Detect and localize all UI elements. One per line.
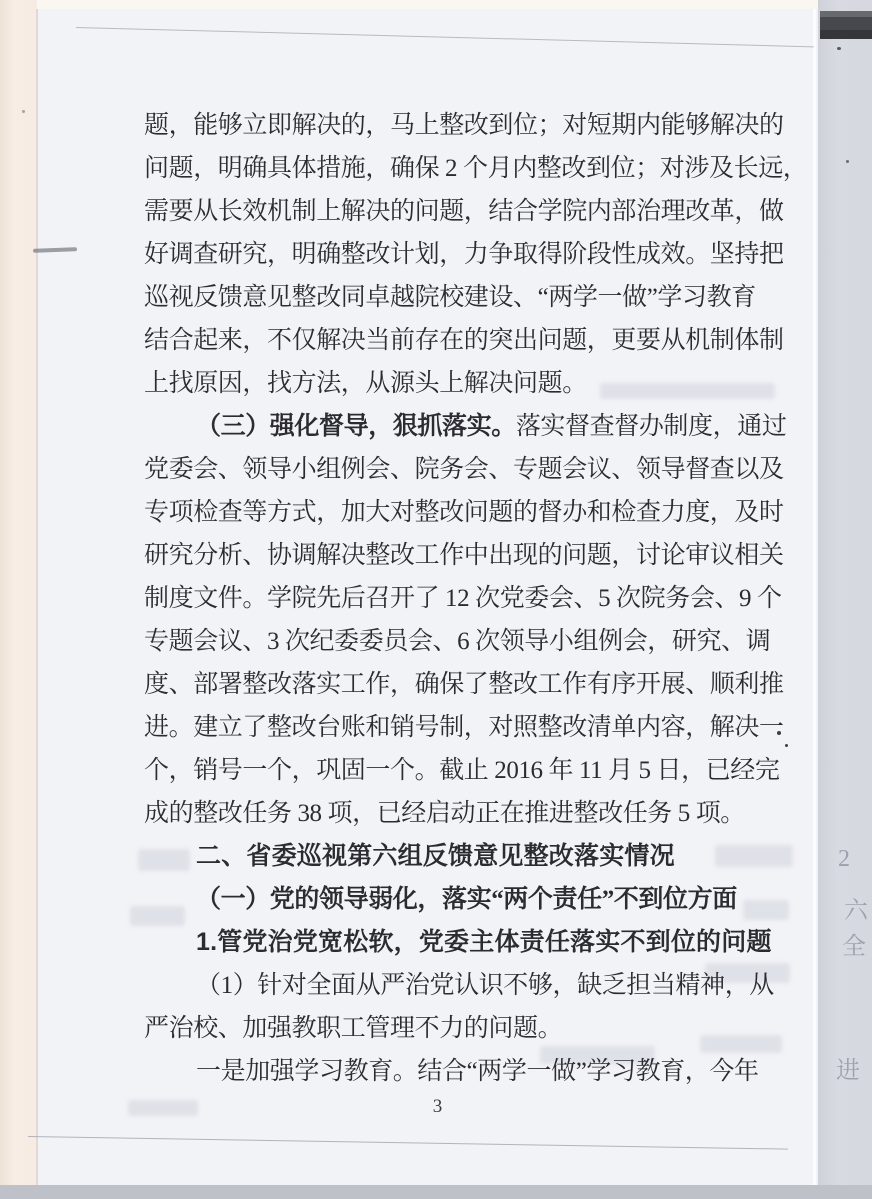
text-line (144, 147, 808, 190)
line-text: 严治校、加强教职工管理不力的问题。 (144, 1015, 563, 1042)
text-line (144, 964, 836, 1007)
section-heading (144, 921, 836, 964)
line-text: 进。建立了整改台账和销号制，对照整改清单内容，解决一 (144, 714, 784, 741)
page-edge-highlight (813, 9, 816, 1185)
text-line (144, 276, 784, 319)
line-text: 需要从长效机制上解决的问题，结合学院内部治理改革，做 (144, 198, 784, 225)
text-line (144, 792, 784, 835)
line-bold-segment: 二、省委巡视第六组反馈意见整改落实情况 (196, 842, 675, 870)
line-text: 落实督查督办制度，通过 (515, 413, 787, 440)
ink-speck (22, 110, 25, 113)
left-binding-fold-line (36, 9, 38, 1185)
edge-fragment: 全 (842, 934, 866, 960)
line-text: 专题会议、3 次纪委委员会、6 次领导小组例会，研究、调 (144, 628, 771, 655)
line-text: 度、部署整改落实工作，确保了整改工作有序开展、顺利推 (144, 671, 784, 698)
line-text: 巡视反馈意见整改同卓越院校建设、“两学一做”学习教育 (144, 284, 756, 311)
left-binding-strip (0, 0, 37, 1199)
edge-fragment: 六 (844, 898, 868, 924)
page-text-block (144, 0, 808, 1199)
line-text: 研究分析、协调解决整改工作中出现的问题，讨论审议相关 (144, 542, 784, 569)
line-text: 个，销号一个，巩固一个。截止 2016 年 11 月 5 日，已经完 (144, 757, 780, 784)
line-text: 一是加强学习教育。结合“两学一做”学习教育，今年 (196, 1058, 759, 1085)
line-text: （1）针对全面从严治党认识不够，缺乏担当精神，从 (196, 972, 774, 999)
text-line (144, 749, 784, 792)
text-line (144, 1050, 836, 1093)
line-text: 上找原因，找方法，从源头上解决问题。 (144, 370, 587, 397)
section-heading (144, 878, 836, 921)
text-line (144, 319, 784, 362)
line-text: 专项检查等方式，加大对整改问题的督办和检查力度，及时 (144, 499, 784, 526)
text-line (144, 104, 784, 147)
line-text: 党委会、领导小组例会、院务会、专题会议、领导督查以及 (144, 456, 784, 483)
line-bold-segment: 1.管党治党宽松软，党委主体责任落实不到位的问题 (196, 928, 772, 956)
line-bold-segment: （三）强化督导，狠抓落实。 (196, 413, 516, 440)
text-line (144, 448, 784, 491)
ink-speck (837, 47, 841, 50)
text-line (144, 1007, 784, 1050)
line-text: 题，能够立即解决的，马上整改到位；对短期内能够解决的 (144, 112, 784, 139)
line-bold-segment: （一）党的领导弱化，落实“两个责任”不到位方面 (196, 886, 737, 913)
text-line (144, 663, 784, 706)
text-line (144, 233, 784, 276)
text-line (144, 706, 784, 749)
scratch-mark (33, 247, 77, 253)
text-line (144, 491, 784, 534)
ink-speck (846, 160, 849, 163)
text-line (144, 534, 784, 577)
text-line (144, 620, 784, 663)
page-number: 3 (432, 1096, 444, 1117)
line-text: 结合起来，不仅解决当前存在的突出问题，更要从机制体制 (144, 327, 784, 354)
text-line (144, 577, 784, 620)
section-heading (144, 835, 836, 878)
line-text: 问题，明确具体措施，确保 2 个月内整改到位；对涉及长远， (144, 155, 808, 182)
text-line (144, 190, 784, 233)
ink-speck (785, 744, 788, 747)
edge-fragment: 进 (836, 1058, 860, 1084)
line-text: 成的整改任务 38 项，已经启动正在推进整改任务 5 项。 (144, 800, 745, 827)
edge-fragment: 2 (838, 846, 850, 872)
text-line (144, 362, 784, 405)
line-text: 制度文件。学院先后召开了 12 次党委会、5 次院务会、9 个 (144, 585, 782, 612)
right-page-edge-strip (818, 0, 872, 1199)
text-line (144, 405, 836, 448)
top-right-binding-mark (820, 11, 872, 39)
line-text: 好调查研究，明确整改计划，力争取得阶段性成效。坚持把 (144, 241, 784, 268)
